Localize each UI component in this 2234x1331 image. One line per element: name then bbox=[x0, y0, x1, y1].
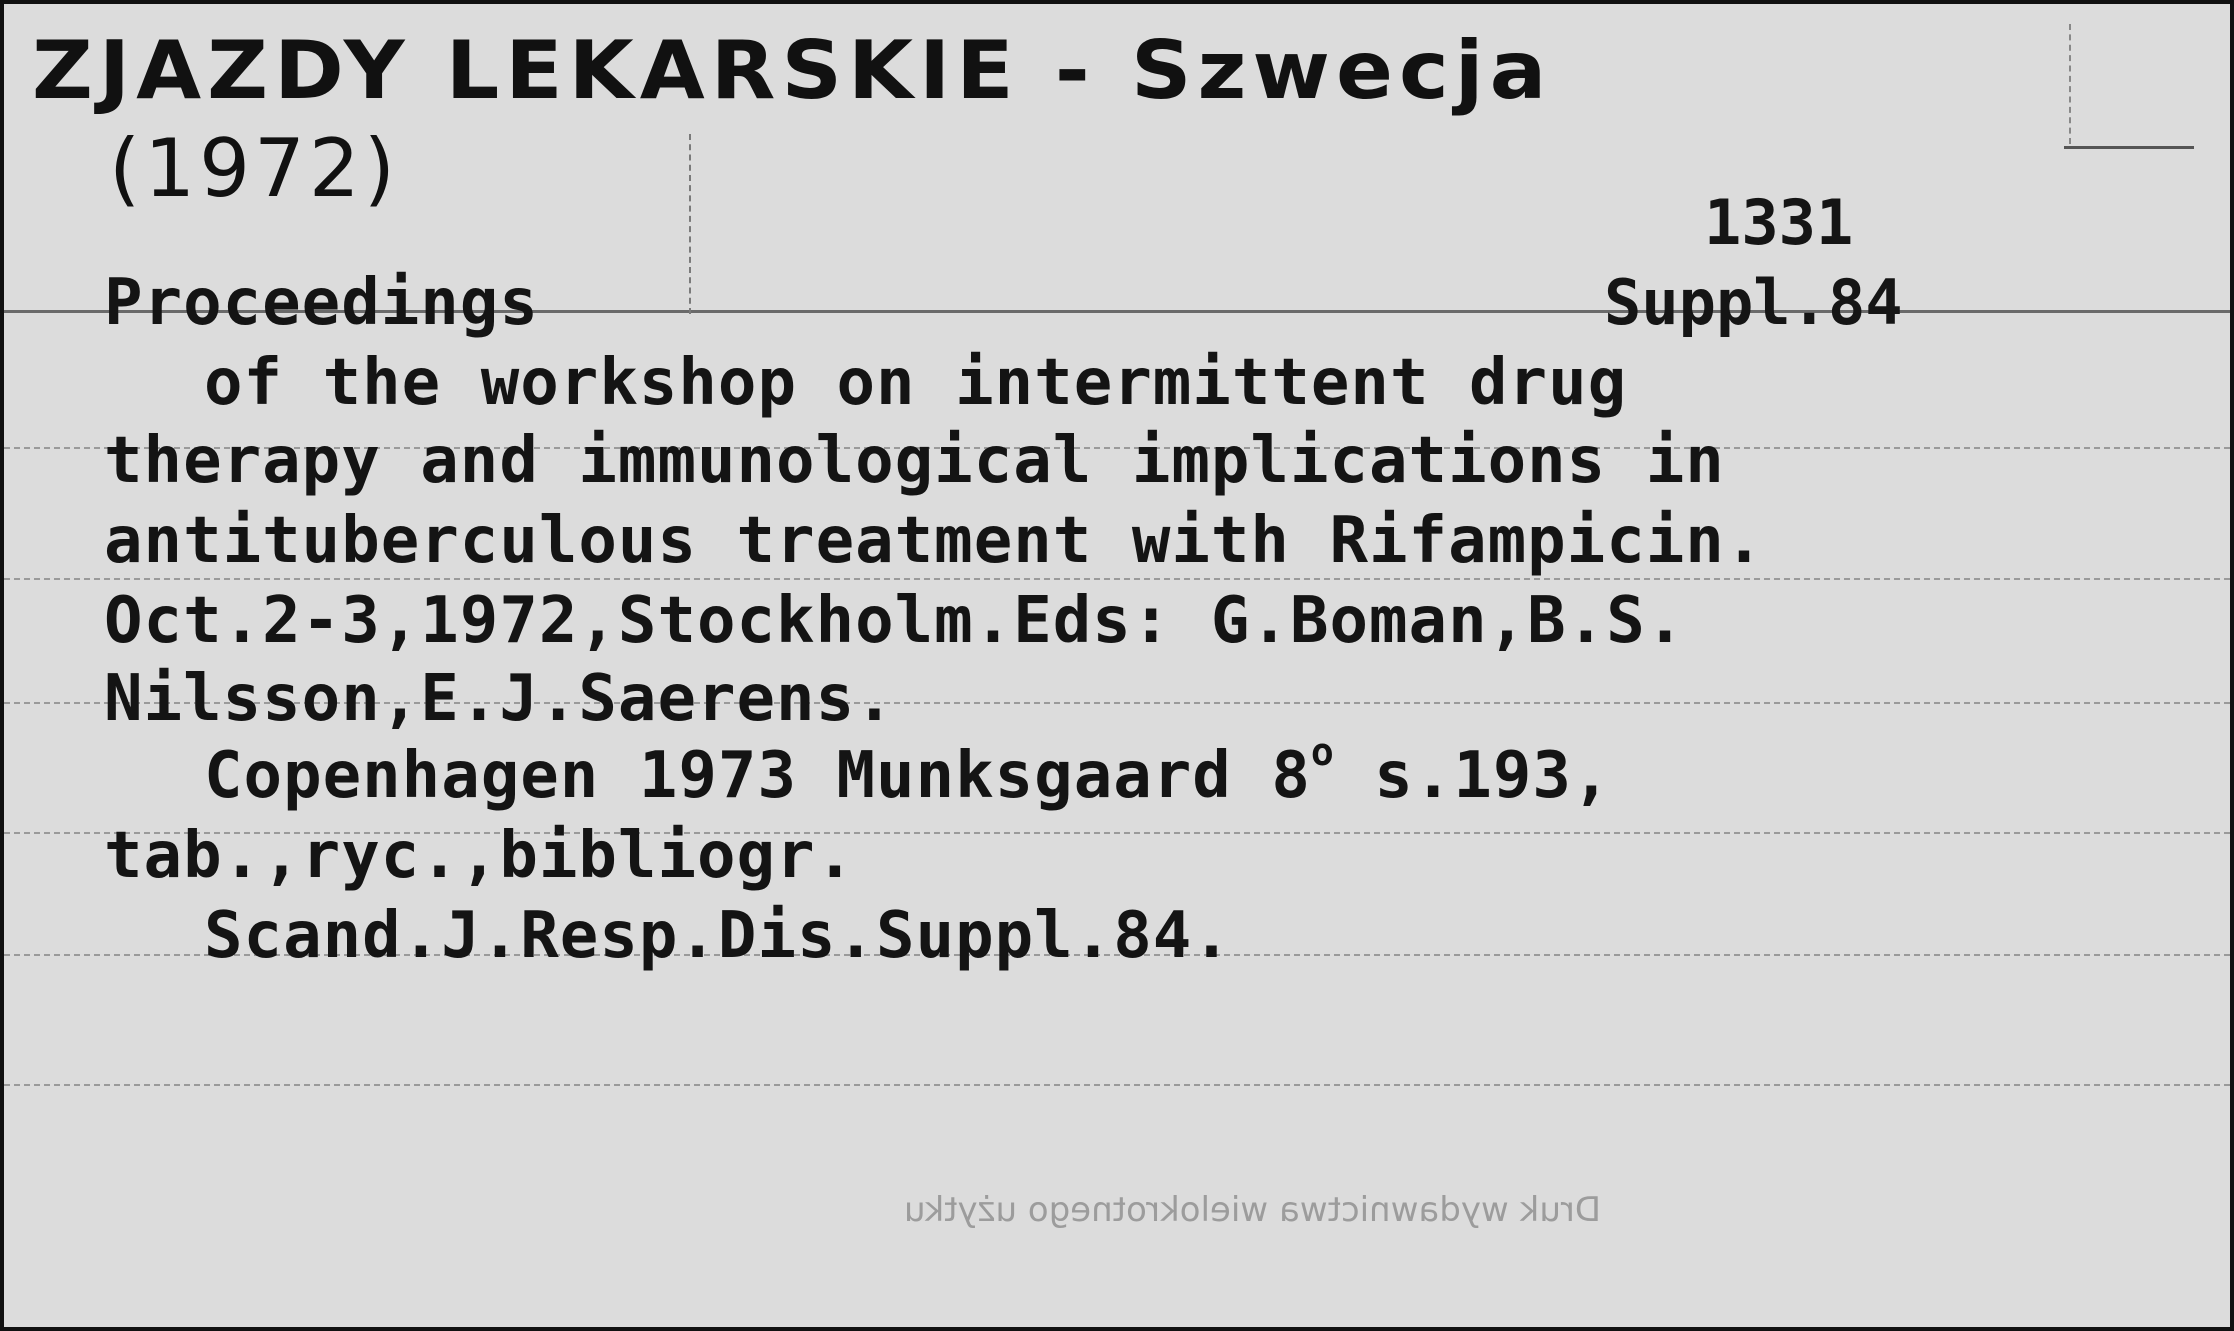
subject-heading: ZJAZDY LEKARSKIE - Szwecja bbox=[32, 24, 1553, 118]
card-vertical-rule bbox=[689, 134, 691, 314]
entry-line: of the workshop on intermittent drug bbox=[204, 346, 1628, 420]
entry-imprint: Copenhagen 1973 Munksgaard 8 bbox=[204, 739, 1311, 813]
entry-series: Scand.J.Resp.Dis.Suppl.84. bbox=[204, 899, 1232, 973]
entry-pages: s.193, bbox=[1374, 739, 1612, 813]
format-superscript: o bbox=[1310, 729, 1335, 774]
card-rule bbox=[4, 1084, 2230, 1086]
entry-line: Nilsson,E.J.Saerens. bbox=[104, 662, 895, 736]
shelf-number: 1331 bbox=[1704, 186, 1854, 259]
card-rule bbox=[4, 578, 2230, 580]
card-footer-print: Druk wydawnictwa wielokrotnego użytku bbox=[904, 1190, 1601, 1230]
entry-line: therapy and immunological implications in bbox=[104, 424, 1725, 498]
entry-line: Oct.2-3,1972,Stockholm.Eds: G.Boman,B.S. bbox=[104, 584, 1686, 658]
entry-line: antituberculous treatment with Rifampicin. bbox=[104, 504, 1765, 578]
card-corner-rule bbox=[2064, 146, 2194, 149]
shelf-supplement: Suppl.84 bbox=[1604, 266, 1903, 339]
entry-imprint-line bbox=[204, 729, 1612, 813]
entry-title: Proceedings bbox=[104, 266, 539, 340]
subject-year: (1972) bbox=[109, 122, 400, 215]
entry-line: tab.,ryc.,bibliogr. bbox=[104, 819, 856, 893]
card-corner-vertical-rule bbox=[2069, 24, 2071, 144]
